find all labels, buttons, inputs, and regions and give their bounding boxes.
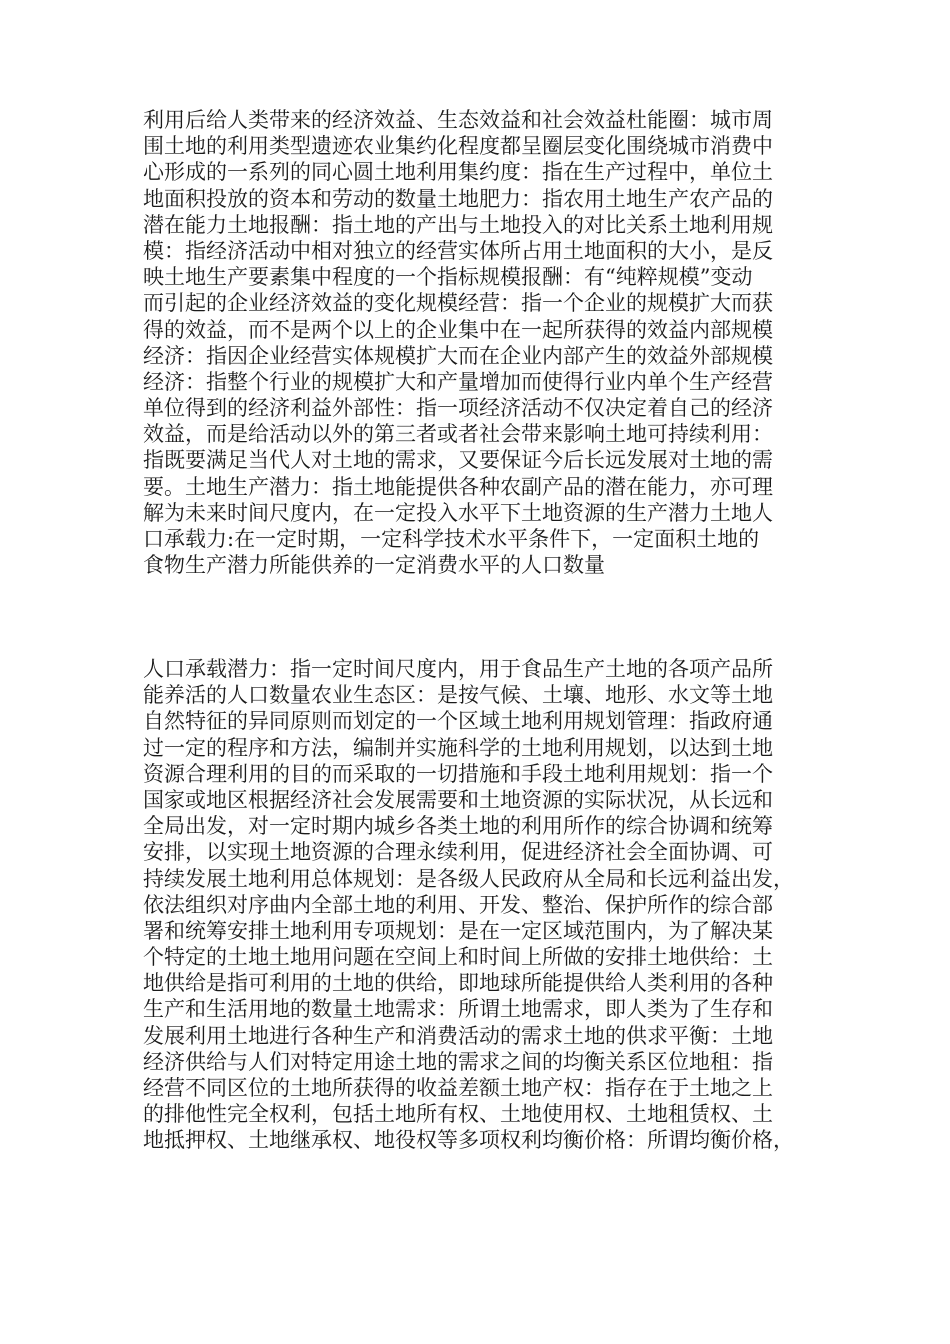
- text-line: 效益，而是给活动以外的第三者或者社会带来影响土地可持续利用：: [143, 422, 773, 447]
- text-line: 署和统筹安排土地利用专项规划：是在一定区域范围内，为了解决某: [143, 918, 773, 943]
- text-line: 地抵押权、土地继承权、地役权等多项权利均衡价格：所谓均衡价格，: [143, 1128, 794, 1153]
- text-line: 资源合理利用的目的而采取的一切措施和手段土地利用规划：指一个: [143, 761, 773, 786]
- text-line: 依法组织对序曲内全部土地的利用、开发、整治、保护所作的综合部: [143, 892, 773, 917]
- paragraph-2: [143, 656, 828, 1154]
- text-line: 人口承载潜力：指一定时间尺度内，用于食品生产土地的各项产品所: [143, 657, 773, 681]
- text-line: 利用后给人类带来的经济效益、生态效益和社会效益杜能圈：城市周: [143, 108, 773, 132]
- text-line: 经济：指整个行业的规模扩大和产量增加而使得行业内单个生产经营: [143, 369, 773, 394]
- text-line: 要。土地生产潜力：指土地能提供各种农副产品的潜在能力，亦可理: [143, 474, 773, 499]
- text-line: 个特定的土地土地用问题在空间上和时间上所做的安排土地供给：土: [143, 945, 773, 970]
- text-line: 模：指经济活动中相对独立的经营实体所占用土地面积的大小，是反: [143, 238, 773, 263]
- text-line: 心形成的一系列的同心圆土地利用集约度：指在生产过程中，单位土: [143, 160, 773, 185]
- text-line: 过一定的程序和方法，编制并实施科学的土地利用规划，以达到土地: [143, 735, 773, 760]
- text-line: 国家或地区根据经济社会发展需要和土地资源的实际状况，从长远和: [143, 787, 773, 812]
- text-line: 映土地生产要素集中程度的一个指标规模报酬：有“纯粹规模”变动: [143, 265, 753, 290]
- text-line: 围土地的利用类型遗迹农业集约化程度都呈圈层变化围绕城市消费中: [143, 134, 773, 159]
- text-line: 经营不同区位的土地所获得的收益差额土地产权：指存在于土地之上: [143, 1076, 773, 1100]
- text-line: 安排，以实现土地资源的合理永续利用，促进经济社会全面协调、可: [143, 840, 773, 865]
- text-line: 经济供给与人们对特定用途土地的需求之间的均衡关系区位地租：指: [143, 1049, 773, 1074]
- text-line: 持续发展土地利用总体规划：是各级人民政府从全局和长远利益出发，: [143, 866, 794, 891]
- text-line: 口承载力:在一定时期，一定科学技术水平条件下，一定面积土地的: [143, 527, 760, 551]
- paragraph-1: [143, 107, 828, 578]
- text-line: 能养活的人口数量农业生态区：是按气候、土壤、地形、水文等土地: [143, 683, 773, 708]
- text-line: 的排他性完全权利，包括土地所有权、土地使用权、土地租赁权、土: [143, 1102, 773, 1127]
- text-line: 单位得到的经济利益外部性：指一项经济活动不仅决定着自己的经济: [143, 396, 773, 421]
- text-line: 生产和生活用地的数量土地需求：所谓土地需求，即人类为了生存和: [143, 997, 773, 1022]
- text-line: 地面积投放的资本和劳动的数量土地肥力：指农用土地生产农产品的: [143, 186, 773, 211]
- text-line: 地供给是指可利用的土地的供给，即地球所能提供给人类利用的各种: [143, 971, 773, 996]
- text-line: 解为未来时间尺度内，在一定投入水平下土地资源的生产潜力土地人: [143, 500, 773, 525]
- text-line: 潜在能力土地报酬：指土地的产出与土地投入的对比关系土地利用规: [143, 212, 773, 237]
- text-line: 经济：指因企业经营实体规模扩大而在企业内部产生的效益外部规模: [143, 343, 773, 368]
- text-line: 发展利用土地进行各种生产和消费活动的需求土地的供求平衡：土地: [143, 1023, 773, 1048]
- text-line: 指既要满足当代人对土地的需求，又要保证今后长远发展对土地的需: [143, 448, 773, 473]
- text-line: 食物生产潜力所能供养的一定消费水平的人口数量: [143, 553, 605, 578]
- text-line: 自然特征的异同原则而划定的一个区域土地利用规划管理：指政府通: [143, 709, 773, 734]
- text-line: 而引起的企业经济效益的变化规模经营：指一个企业的规模扩大而获: [143, 291, 773, 316]
- text-line: 全局出发，对一定时期内城乡各类土地的利用所作的综合协调和统筹: [143, 814, 773, 839]
- text-line: 得的效益，而不是两个以上的企业集中在一起所获得的效益内部规模: [143, 317, 773, 342]
